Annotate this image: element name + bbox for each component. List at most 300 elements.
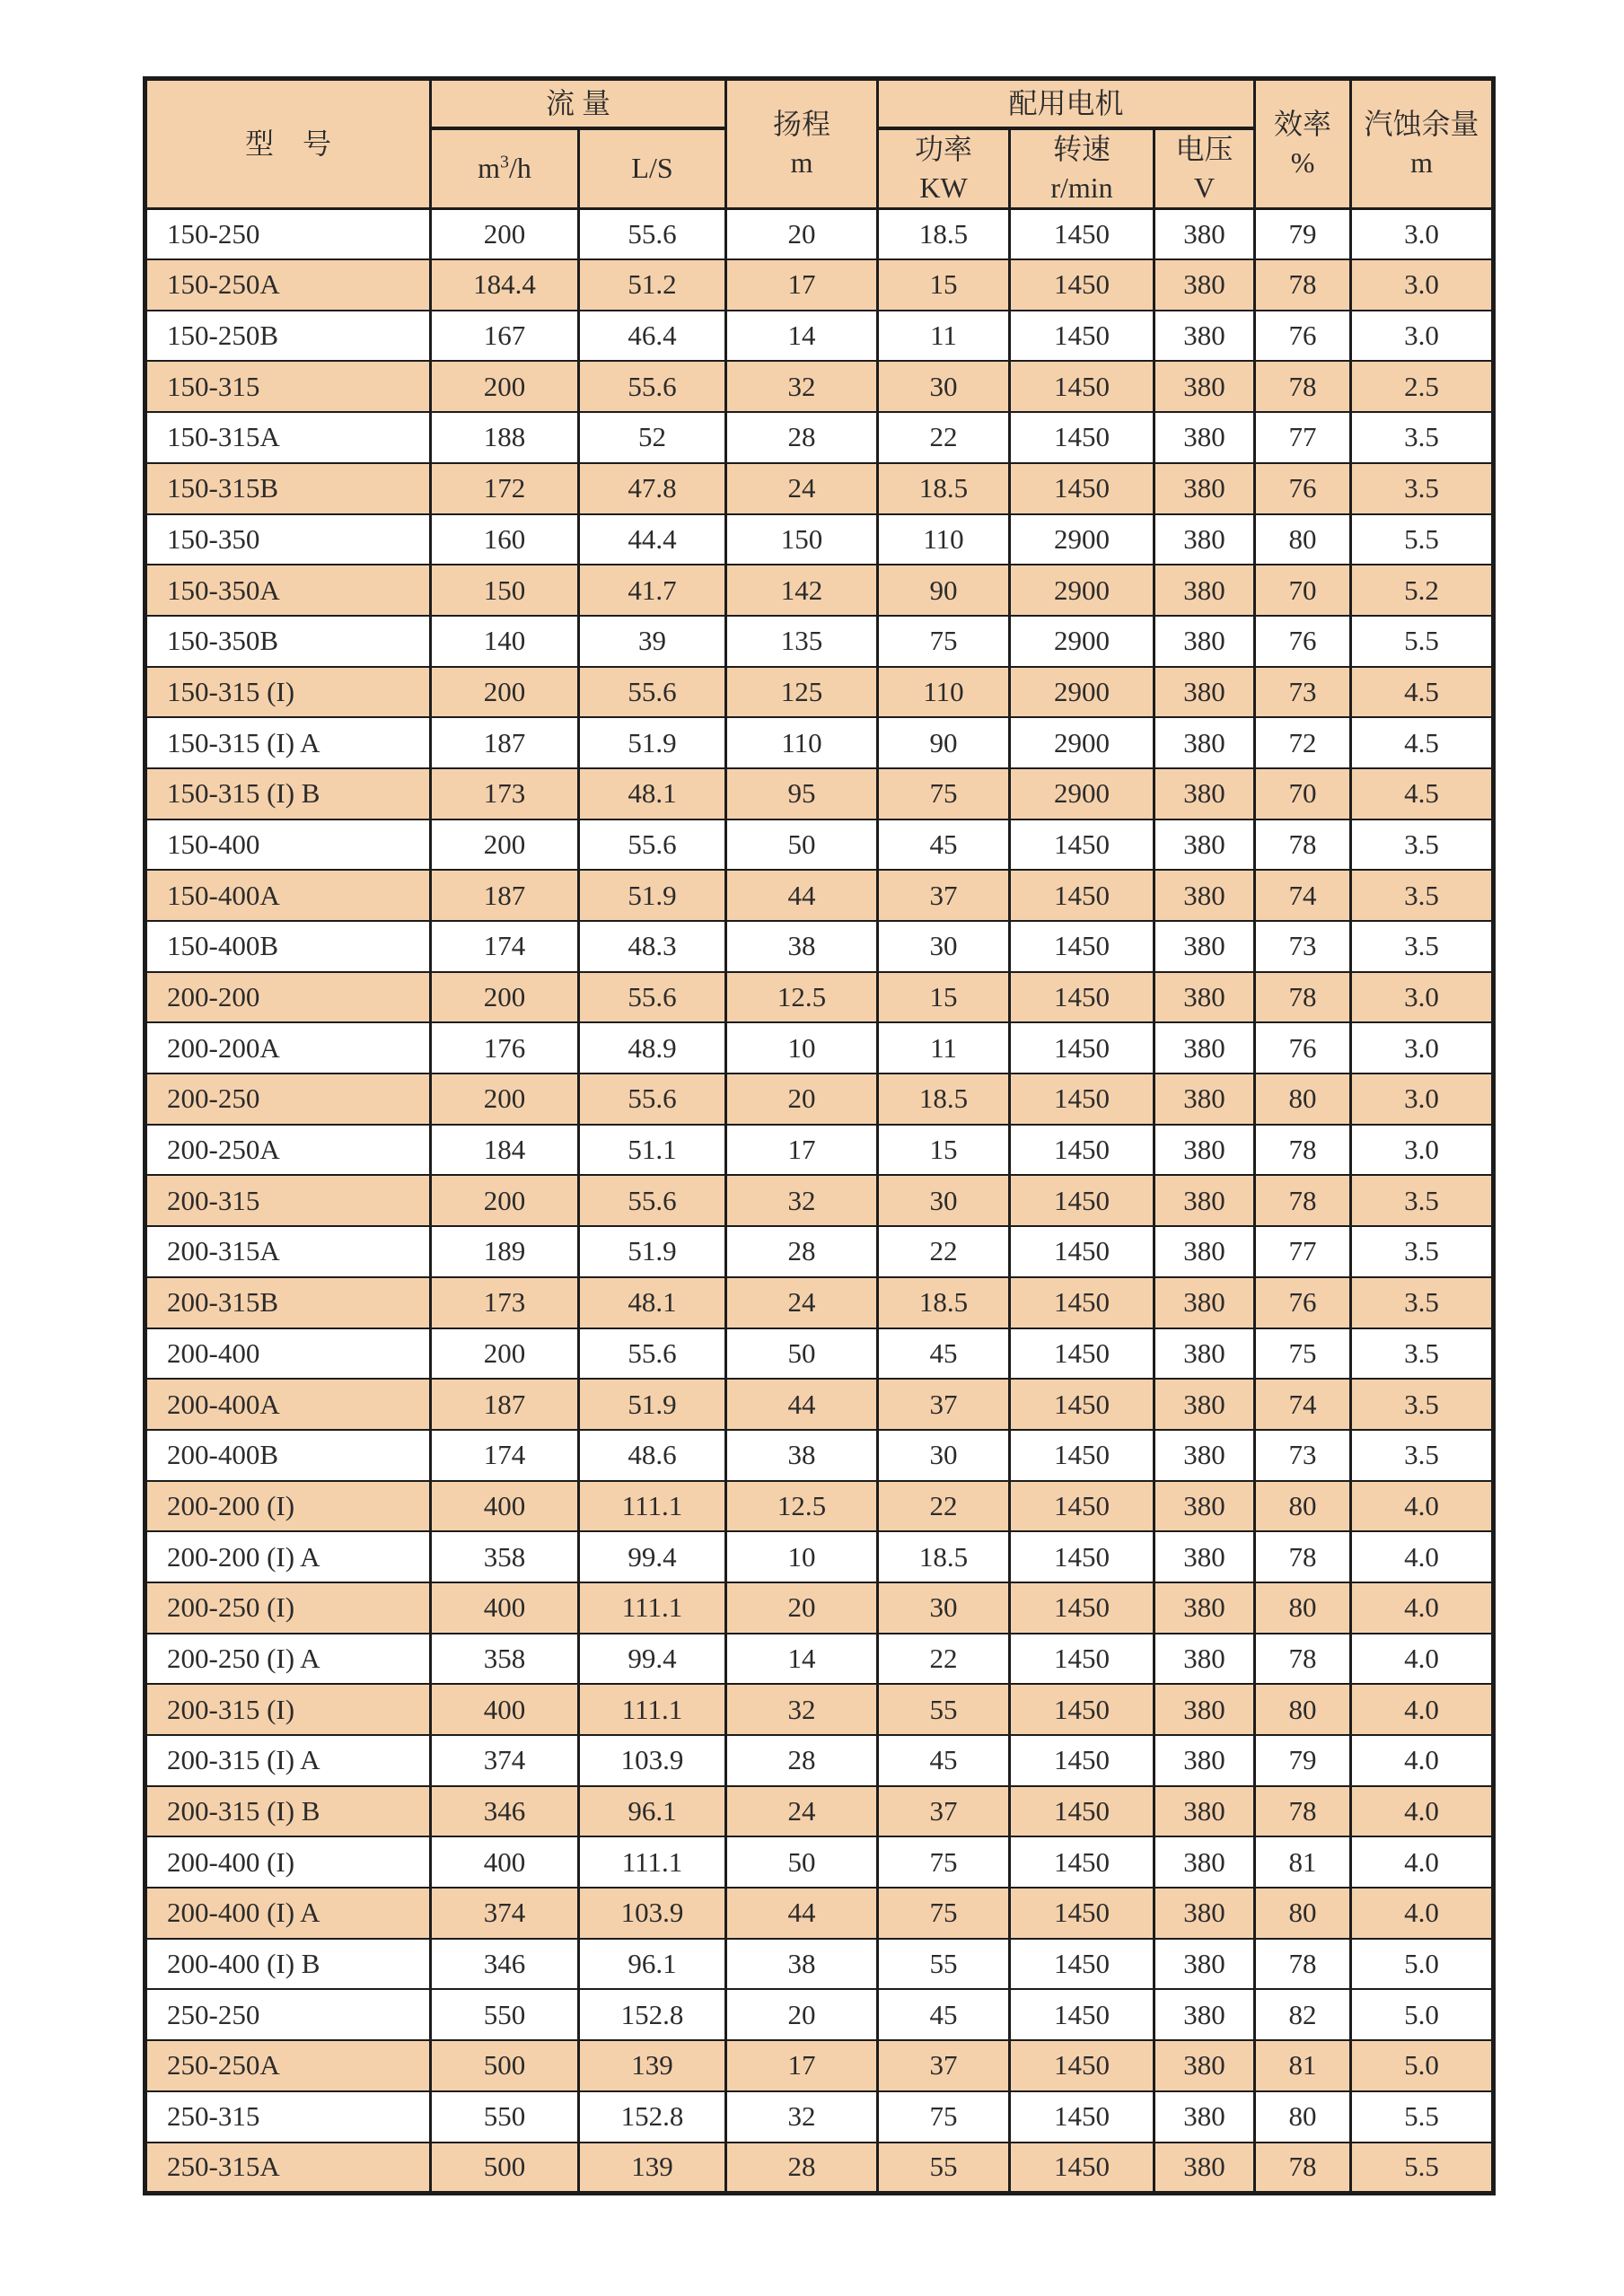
cell-ls: 139 bbox=[579, 2040, 726, 2091]
cell-npsh: 3.5 bbox=[1351, 819, 1494, 871]
cell-eff: 76 bbox=[1255, 616, 1351, 667]
cell-m3h: 358 bbox=[431, 1634, 579, 1685]
cell-v: 380 bbox=[1154, 1684, 1255, 1735]
cell-m3h: 167 bbox=[431, 311, 579, 362]
cell-ls: 55.6 bbox=[579, 1175, 726, 1226]
cell-ls: 46.4 bbox=[579, 311, 726, 362]
cell-model: 200-315 bbox=[145, 1175, 431, 1226]
cell-kw: 22 bbox=[878, 1481, 1010, 1532]
cell-npsh: 5.0 bbox=[1351, 2040, 1494, 2091]
cell-v: 380 bbox=[1154, 921, 1255, 972]
cell-v: 380 bbox=[1154, 259, 1255, 311]
cell-kw: 37 bbox=[878, 2040, 1010, 2091]
cell-ls: 39 bbox=[579, 616, 726, 667]
cell-kw: 90 bbox=[878, 717, 1010, 768]
cell-rpm: 1450 bbox=[1010, 1531, 1154, 1582]
cell-eff: 82 bbox=[1255, 1989, 1351, 2040]
cell-head: 125 bbox=[726, 667, 878, 718]
cell-rpm: 1450 bbox=[1010, 1634, 1154, 1685]
cell-head: 32 bbox=[726, 1175, 878, 1226]
cell-head: 17 bbox=[726, 1125, 878, 1176]
cell-kw: 18.5 bbox=[878, 208, 1010, 259]
header-power-label: 功率 bbox=[915, 132, 973, 165]
cell-npsh: 5.5 bbox=[1351, 2091, 1494, 2143]
cell-kw: 30 bbox=[878, 921, 1010, 972]
cell-kw: 45 bbox=[878, 819, 1010, 871]
cell-kw: 75 bbox=[878, 768, 1010, 819]
cell-v: 380 bbox=[1154, 1022, 1255, 1074]
cell-m3h: 160 bbox=[431, 514, 579, 565]
cell-head: 28 bbox=[726, 1735, 878, 1786]
cell-eff: 78 bbox=[1255, 972, 1351, 1023]
cell-npsh: 4.0 bbox=[1351, 1786, 1494, 1837]
cell-ls: 103.9 bbox=[579, 1735, 726, 1786]
table-row bbox=[145, 616, 1494, 667]
cell-rpm: 1450 bbox=[1010, 1226, 1154, 1277]
cell-v: 380 bbox=[1154, 1786, 1255, 1837]
cell-model: 250-250A bbox=[145, 2040, 431, 2091]
cell-rpm: 1450 bbox=[1010, 311, 1154, 362]
cell-head: 44 bbox=[726, 1379, 878, 1430]
cell-rpm: 1450 bbox=[1010, 2143, 1154, 2194]
table-row bbox=[145, 768, 1494, 819]
cell-npsh: 3.0 bbox=[1351, 1125, 1494, 1176]
cell-kw: 75 bbox=[878, 1836, 1010, 1888]
cell-m3h: 346 bbox=[431, 1939, 579, 1990]
cell-model: 150-400B bbox=[145, 921, 431, 972]
table-row bbox=[145, 1888, 1494, 1939]
cell-model: 200-400 bbox=[145, 1328, 431, 1380]
cell-ls: 55.6 bbox=[579, 667, 726, 718]
cell-npsh: 3.0 bbox=[1351, 311, 1494, 362]
cell-head: 12.5 bbox=[726, 1481, 878, 1532]
cell-model: 200-250 (I) A bbox=[145, 1634, 431, 1685]
table-row bbox=[145, 819, 1494, 871]
cell-npsh: 2.5 bbox=[1351, 361, 1494, 412]
cell-eff: 78 bbox=[1255, 259, 1351, 311]
cell-kw: 30 bbox=[878, 361, 1010, 412]
cell-rpm: 1450 bbox=[1010, 1939, 1154, 1990]
cell-kw: 55 bbox=[878, 2143, 1010, 2194]
cell-npsh: 5.0 bbox=[1351, 1939, 1494, 1990]
cell-kw: 37 bbox=[878, 1786, 1010, 1837]
cell-npsh: 3.5 bbox=[1351, 1175, 1494, 1226]
header-npsh-label: 汽蚀余量 bbox=[1364, 108, 1479, 141]
cell-npsh: 4.5 bbox=[1351, 717, 1494, 768]
cell-m3h: 173 bbox=[431, 768, 579, 819]
cell-ls: 51.9 bbox=[579, 717, 726, 768]
cell-kw: 18.5 bbox=[878, 1531, 1010, 1582]
table-row bbox=[145, 1481, 1494, 1532]
cell-v: 380 bbox=[1154, 1939, 1255, 1990]
cell-eff: 77 bbox=[1255, 412, 1351, 463]
cell-eff: 73 bbox=[1255, 667, 1351, 718]
cell-eff: 78 bbox=[1255, 819, 1351, 871]
cell-head: 50 bbox=[726, 1328, 878, 1380]
cell-model: 200-250A bbox=[145, 1125, 431, 1176]
table-row bbox=[145, 1684, 1494, 1735]
cell-model: 150-315A bbox=[145, 412, 431, 463]
header-speed-unit: r/min bbox=[1050, 171, 1113, 204]
cell-model: 200-250 bbox=[145, 1074, 431, 1125]
cell-npsh: 4.0 bbox=[1351, 1684, 1494, 1735]
cell-model: 150-250 bbox=[145, 208, 431, 259]
table-row bbox=[145, 514, 1494, 565]
cell-ls: 55.6 bbox=[579, 1328, 726, 1380]
cell-m3h: 400 bbox=[431, 1481, 579, 1532]
cell-npsh: 4.0 bbox=[1351, 1634, 1494, 1685]
header-voltage bbox=[1154, 128, 1255, 209]
header-npsh bbox=[1351, 79, 1494, 209]
cell-ls: 47.8 bbox=[579, 463, 726, 514]
cell-rpm: 1450 bbox=[1010, 1074, 1154, 1125]
cell-ls: 55.6 bbox=[579, 208, 726, 259]
cell-npsh: 4.5 bbox=[1351, 768, 1494, 819]
cell-eff: 78 bbox=[1255, 1939, 1351, 1990]
cell-rpm: 2900 bbox=[1010, 565, 1154, 616]
cell-kw: 11 bbox=[878, 311, 1010, 362]
cell-model: 250-315A bbox=[145, 2143, 431, 2194]
cell-kw: 75 bbox=[878, 2091, 1010, 2143]
cell-m3h: 172 bbox=[431, 463, 579, 514]
cell-model: 250-250 bbox=[145, 1989, 431, 2040]
cell-ls: 55.6 bbox=[579, 972, 726, 1023]
cell-kw: 45 bbox=[878, 1328, 1010, 1380]
header-flow-m3h: $m^3/h$ bbox=[431, 128, 579, 209]
cell-rpm: 2900 bbox=[1010, 768, 1154, 819]
cell-model: 150-315 bbox=[145, 361, 431, 412]
cell-v: 380 bbox=[1154, 1074, 1255, 1125]
pump-spec-table bbox=[143, 76, 1496, 2195]
cell-eff: 76 bbox=[1255, 463, 1351, 514]
cell-ls: 139 bbox=[579, 2143, 726, 2194]
cell-head: 14 bbox=[726, 311, 878, 362]
cell-head: 38 bbox=[726, 1939, 878, 1990]
cell-model: 200-400 (I) A bbox=[145, 1888, 431, 1939]
cell-npsh: 4.0 bbox=[1351, 1836, 1494, 1888]
cell-m3h: 550 bbox=[431, 1989, 579, 2040]
cell-ls: 48.1 bbox=[579, 768, 726, 819]
table-row bbox=[145, 1277, 1494, 1328]
cell-kw: 30 bbox=[878, 1582, 1010, 1634]
cell-m3h: 200 bbox=[431, 819, 579, 871]
cell-model: 200-400A bbox=[145, 1379, 431, 1430]
table-row bbox=[145, 259, 1494, 311]
cell-m3h: 187 bbox=[431, 870, 579, 921]
cell-model: 150-250A bbox=[145, 259, 431, 311]
header-efficiency bbox=[1255, 79, 1351, 209]
table-row bbox=[145, 717, 1494, 768]
table-row bbox=[145, 2143, 1494, 2194]
cell-model: 150-350A bbox=[145, 565, 431, 616]
cell-ls: 152.8 bbox=[579, 1989, 726, 2040]
table-row bbox=[145, 921, 1494, 972]
cell-head: 50 bbox=[726, 1836, 878, 1888]
cell-eff: 76 bbox=[1255, 311, 1351, 362]
table-row bbox=[145, 1735, 1494, 1786]
table-row bbox=[145, 1430, 1494, 1481]
table-row bbox=[145, 2091, 1494, 2143]
cell-head: 10 bbox=[726, 1022, 878, 1074]
cell-m3h: 346 bbox=[431, 1786, 579, 1837]
cell-head: 14 bbox=[726, 1634, 878, 1685]
cell-v: 380 bbox=[1154, 1277, 1255, 1328]
header-model: 型 号 bbox=[145, 79, 431, 209]
header-row-top bbox=[145, 79, 1494, 128]
cell-kw: 22 bbox=[878, 1634, 1010, 1685]
cell-kw: 37 bbox=[878, 870, 1010, 921]
cell-eff: 81 bbox=[1255, 2040, 1351, 2091]
cell-m3h: 550 bbox=[431, 2091, 579, 2143]
table-row bbox=[145, 1226, 1494, 1277]
cell-m3h: 358 bbox=[431, 1531, 579, 1582]
cell-eff: 80 bbox=[1255, 1074, 1351, 1125]
cell-npsh: 3.5 bbox=[1351, 1379, 1494, 1430]
cell-head: 20 bbox=[726, 208, 878, 259]
cell-npsh: 5.0 bbox=[1351, 1989, 1494, 2040]
table-row bbox=[145, 208, 1494, 259]
cell-rpm: 1450 bbox=[1010, 921, 1154, 972]
cell-kw: 55 bbox=[878, 1939, 1010, 1990]
cell-ls: 111.1 bbox=[579, 1582, 726, 1634]
cell-rpm: 1450 bbox=[1010, 1989, 1154, 2040]
table-row bbox=[145, 1175, 1494, 1226]
cell-v: 380 bbox=[1154, 565, 1255, 616]
cell-head: 24 bbox=[726, 463, 878, 514]
cell-eff: 79 bbox=[1255, 208, 1351, 259]
cell-kw: 30 bbox=[878, 1430, 1010, 1481]
header-power bbox=[878, 128, 1010, 209]
cell-v: 380 bbox=[1154, 2040, 1255, 2091]
table-row bbox=[145, 1989, 1494, 2040]
cell-head: 20 bbox=[726, 1989, 878, 2040]
cell-model: 200-200A bbox=[145, 1022, 431, 1074]
cell-head: 12.5 bbox=[726, 972, 878, 1023]
cell-v: 380 bbox=[1154, 1226, 1255, 1277]
cell-m3h: 200 bbox=[431, 1328, 579, 1380]
cell-model: 200-200 bbox=[145, 972, 431, 1023]
cell-m3h: 173 bbox=[431, 1277, 579, 1328]
cell-model: 150-350B bbox=[145, 616, 431, 667]
cell-m3h: 174 bbox=[431, 1430, 579, 1481]
cell-npsh: 4.0 bbox=[1351, 1531, 1494, 1582]
cell-head: 20 bbox=[726, 1074, 878, 1125]
cell-kw: 110 bbox=[878, 514, 1010, 565]
header-npsh-unit: m bbox=[1410, 146, 1433, 180]
cell-v: 380 bbox=[1154, 1430, 1255, 1481]
cell-model: 200-315 (I) A bbox=[145, 1735, 431, 1786]
header-voltage-unit: V bbox=[1193, 171, 1216, 204]
cell-ls: 111.1 bbox=[579, 1684, 726, 1735]
header-head-label: 扬程 bbox=[773, 108, 831, 141]
cell-npsh: 5.5 bbox=[1351, 2143, 1494, 2194]
cell-eff: 73 bbox=[1255, 921, 1351, 972]
cell-rpm: 1450 bbox=[1010, 1379, 1154, 1430]
cell-kw: 45 bbox=[878, 1989, 1010, 2040]
cell-eff: 72 bbox=[1255, 717, 1351, 768]
cell-ls: 111.1 bbox=[579, 1481, 726, 1532]
cell-npsh: 3.5 bbox=[1351, 1430, 1494, 1481]
cell-m3h: 200 bbox=[431, 208, 579, 259]
cell-v: 380 bbox=[1154, 1836, 1255, 1888]
cell-ls: 111.1 bbox=[579, 1836, 726, 1888]
cell-ls: 44.4 bbox=[579, 514, 726, 565]
cell-model: 150-250B bbox=[145, 311, 431, 362]
cell-head: 17 bbox=[726, 2040, 878, 2091]
table-row bbox=[145, 1531, 1494, 1582]
cell-v: 380 bbox=[1154, 514, 1255, 565]
cell-rpm: 1450 bbox=[1010, 972, 1154, 1023]
cell-rpm: 2900 bbox=[1010, 667, 1154, 718]
cell-npsh: 3.5 bbox=[1351, 921, 1494, 972]
cell-model: 200-315A bbox=[145, 1226, 431, 1277]
cell-rpm: 1450 bbox=[1010, 1277, 1154, 1328]
cell-rpm: 1450 bbox=[1010, 463, 1154, 514]
cell-head: 32 bbox=[726, 1684, 878, 1735]
cell-rpm: 1450 bbox=[1010, 819, 1154, 871]
cell-ls: 55.6 bbox=[579, 361, 726, 412]
cell-rpm: 2900 bbox=[1010, 514, 1154, 565]
table-row bbox=[145, 1074, 1494, 1125]
cell-eff: 78 bbox=[1255, 1786, 1351, 1837]
cell-rpm: 1450 bbox=[1010, 1888, 1154, 1939]
cell-ls: 103.9 bbox=[579, 1888, 726, 1939]
cell-eff: 78 bbox=[1255, 1531, 1351, 1582]
cell-m3h: 184 bbox=[431, 1125, 579, 1176]
header-power-unit: KW bbox=[919, 171, 968, 204]
cell-head: 28 bbox=[726, 2143, 878, 2194]
table-row bbox=[145, 1786, 1494, 1837]
cell-rpm: 1450 bbox=[1010, 2091, 1154, 2143]
cell-npsh: 3.5 bbox=[1351, 412, 1494, 463]
table-row bbox=[145, 1836, 1494, 1888]
cell-kw: 11 bbox=[878, 1022, 1010, 1074]
cell-model: 200-315 (I) B bbox=[145, 1786, 431, 1837]
cell-kw: 18.5 bbox=[878, 1074, 1010, 1125]
cell-ls: 96.1 bbox=[579, 1939, 726, 1990]
header-motor: 配用电机 bbox=[878, 79, 1255, 128]
cell-m3h: 500 bbox=[431, 2040, 579, 2091]
cell-rpm: 1450 bbox=[1010, 2040, 1154, 2091]
cell-m3h: 400 bbox=[431, 1582, 579, 1634]
cell-m3h: 200 bbox=[431, 1074, 579, 1125]
cell-m3h: 400 bbox=[431, 1684, 579, 1735]
cell-v: 380 bbox=[1154, 208, 1255, 259]
cell-v: 380 bbox=[1154, 768, 1255, 819]
cell-ls: 55.6 bbox=[579, 819, 726, 871]
cell-rpm: 1450 bbox=[1010, 1786, 1154, 1837]
cell-v: 380 bbox=[1154, 412, 1255, 463]
cell-kw: 75 bbox=[878, 616, 1010, 667]
cell-rpm: 1450 bbox=[1010, 208, 1154, 259]
cell-eff: 73 bbox=[1255, 1430, 1351, 1481]
cell-head: 38 bbox=[726, 921, 878, 972]
cell-npsh: 3.5 bbox=[1351, 870, 1494, 921]
cell-eff: 70 bbox=[1255, 768, 1351, 819]
cell-rpm: 1450 bbox=[1010, 1328, 1154, 1380]
cell-head: 142 bbox=[726, 565, 878, 616]
table-row bbox=[145, 463, 1494, 514]
cell-m3h: 500 bbox=[431, 2143, 579, 2194]
table-body bbox=[145, 208, 1494, 2193]
cell-v: 380 bbox=[1154, 972, 1255, 1023]
cell-npsh: 4.0 bbox=[1351, 1582, 1494, 1634]
cell-ls: 152.8 bbox=[579, 2091, 726, 2143]
cell-v: 380 bbox=[1154, 1634, 1255, 1685]
cell-ls: 51.9 bbox=[579, 870, 726, 921]
cell-v: 380 bbox=[1154, 2091, 1255, 2143]
cell-kw: 110 bbox=[878, 667, 1010, 718]
cell-v: 380 bbox=[1154, 463, 1255, 514]
cell-eff: 75 bbox=[1255, 1328, 1351, 1380]
cell-model: 200-400B bbox=[145, 1430, 431, 1481]
cell-rpm: 2900 bbox=[1010, 717, 1154, 768]
cell-v: 380 bbox=[1154, 1125, 1255, 1176]
cell-head: 10 bbox=[726, 1531, 878, 1582]
table-row bbox=[145, 667, 1494, 718]
cell-npsh: 3.0 bbox=[1351, 1022, 1494, 1074]
header-flow: 流 量 bbox=[431, 79, 726, 128]
cell-head: 44 bbox=[726, 870, 878, 921]
cell-v: 380 bbox=[1154, 361, 1255, 412]
cell-eff: 78 bbox=[1255, 2143, 1351, 2194]
cell-eff: 76 bbox=[1255, 1022, 1351, 1074]
cell-npsh: 4.5 bbox=[1351, 667, 1494, 718]
cell-v: 380 bbox=[1154, 616, 1255, 667]
cell-head: 24 bbox=[726, 1277, 878, 1328]
cell-v: 380 bbox=[1154, 819, 1255, 871]
cell-eff: 80 bbox=[1255, 1582, 1351, 1634]
cell-head: 24 bbox=[726, 1786, 878, 1837]
cell-v: 380 bbox=[1154, 1582, 1255, 1634]
cell-eff: 79 bbox=[1255, 1735, 1351, 1786]
cell-rpm: 1450 bbox=[1010, 1481, 1154, 1532]
cell-head: 28 bbox=[726, 1226, 878, 1277]
cell-model: 150-315 (I) B bbox=[145, 768, 431, 819]
cell-ls: 48.1 bbox=[579, 1277, 726, 1328]
cell-rpm: 1450 bbox=[1010, 1582, 1154, 1634]
cell-head: 44 bbox=[726, 1888, 878, 1939]
cell-eff: 81 bbox=[1255, 1836, 1351, 1888]
cell-m3h: 187 bbox=[431, 717, 579, 768]
cell-m3h: 200 bbox=[431, 972, 579, 1023]
cell-kw: 18.5 bbox=[878, 463, 1010, 514]
cell-m3h: 189 bbox=[431, 1226, 579, 1277]
cell-npsh: 3.5 bbox=[1351, 1226, 1494, 1277]
table-row bbox=[145, 1022, 1494, 1074]
cell-v: 380 bbox=[1154, 1175, 1255, 1226]
cell-v: 380 bbox=[1154, 1328, 1255, 1380]
cell-ls: 48.3 bbox=[579, 921, 726, 972]
cell-m3h: 176 bbox=[431, 1022, 579, 1074]
cell-kw: 55 bbox=[878, 1684, 1010, 1735]
cell-eff: 78 bbox=[1255, 1634, 1351, 1685]
table-row bbox=[145, 1328, 1494, 1380]
cell-npsh: 4.0 bbox=[1351, 1888, 1494, 1939]
cell-model: 150-350 bbox=[145, 514, 431, 565]
table-row bbox=[145, 1379, 1494, 1430]
cell-ls: 55.6 bbox=[579, 1074, 726, 1125]
cell-v: 380 bbox=[1154, 311, 1255, 362]
cell-head: 38 bbox=[726, 1430, 878, 1481]
cell-kw: 15 bbox=[878, 1125, 1010, 1176]
cell-v: 380 bbox=[1154, 1888, 1255, 1939]
cell-head: 20 bbox=[726, 1582, 878, 1634]
cell-v: 380 bbox=[1154, 1481, 1255, 1532]
cell-kw: 15 bbox=[878, 259, 1010, 311]
cell-ls: 51.1 bbox=[579, 1125, 726, 1176]
cell-npsh: 3.5 bbox=[1351, 1277, 1494, 1328]
